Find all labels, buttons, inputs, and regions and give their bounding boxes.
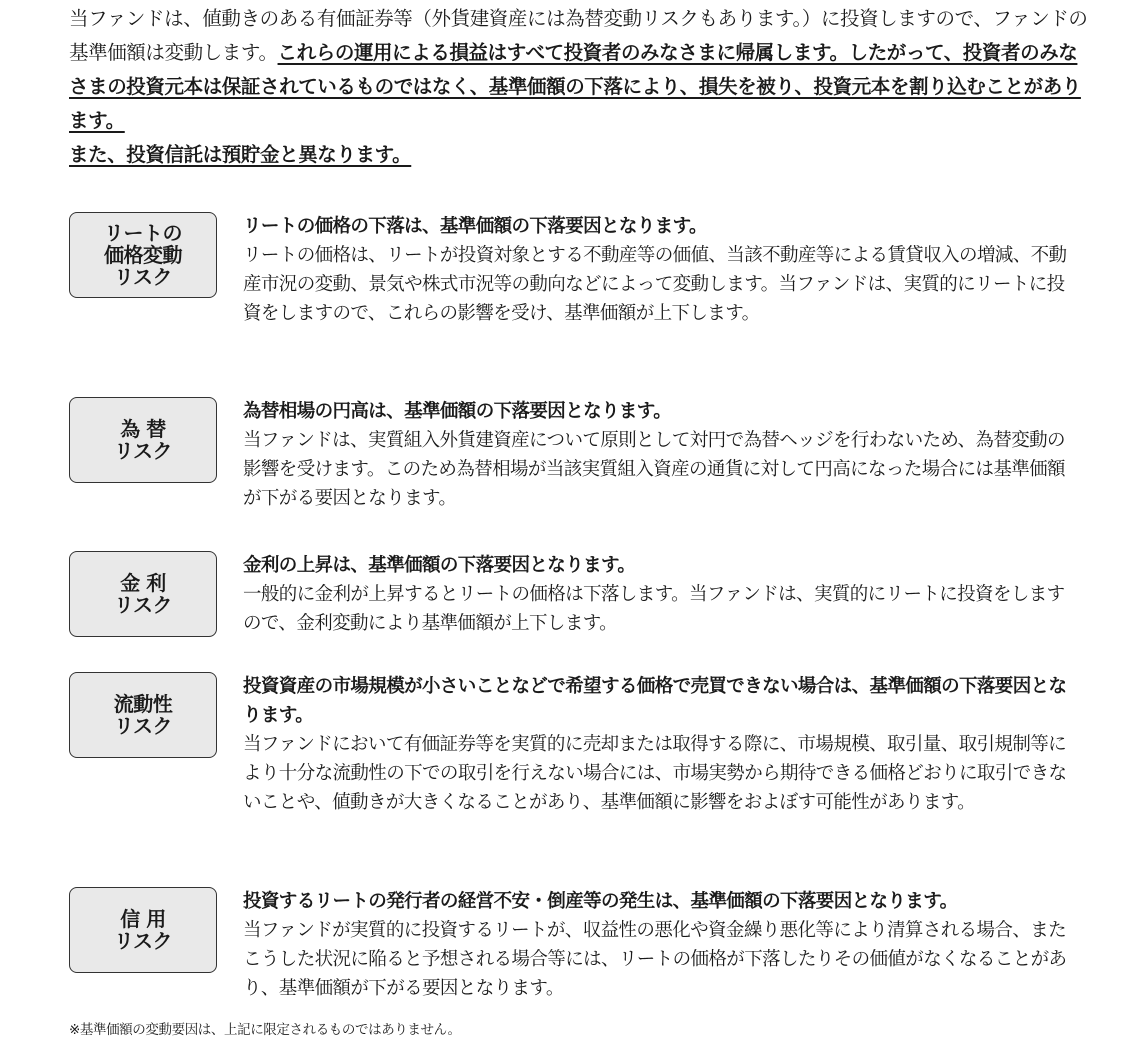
risk-label-box	[69, 397, 217, 483]
risk-headline: 投資するリートの発行者の経営不安・倒産等の発生は、基準価額の下落要因となります。	[243, 891, 958, 912]
risk-headline: 金利の上昇は、基準価額の下落要因となります。	[243, 555, 636, 576]
footnote: ※基準価額の変動要因は、上記に限定されるものではありません。	[69, 1022, 461, 1038]
risk-label-box	[69, 212, 217, 298]
risk-label-box	[69, 887, 217, 973]
risk-label: リートの 価格変動 リスク	[104, 221, 182, 289]
risk-text: リートの価格は、リートが投資対象とする不動産等の価値、当該不動産等による賃貸収入の増減、不動産市況の変動、景気や株式市況等の動向などによって変動します。当ファンドは、実質的にリートに投資をしますので、これらの影響を受け、基準価額が上下します。	[243, 245, 1067, 324]
risk-text: 当ファンドは、実質組入外貨建資産について原則として対円で為替ヘッジを行わないため、為替変動の影響を受けます。このため為替相場が当該実質組入資産の通貨に対して円高になった場合には基準価額が下がる要因となります。	[243, 430, 1065, 509]
risk-description	[243, 212, 1073, 328]
intro-underlined-text: これらの運用による損益はすべて投資者のみなさまに帰属します。したがって、投資者のみなさまの投資元本は保証されているものではなく、基準価額の下落により、損失を被り、投資元本を割り込むことがあります。	[69, 41, 1081, 132]
risk-text: 当ファンドにおいて有価証券等を実質的に売却または取得する際に、市場規模、取引量、取引規制等により十分な流動性の下での取引を行えない場合には、市場実勢から期待できる価格どおりに取引できないことや、値動きが大きくなることがあり、基準価額に影響をおよぼす可能性があります。	[243, 734, 1067, 813]
risk-headline: 為替相場の円高は、基準価額の下落要因となります。	[243, 401, 672, 422]
risk-headline: リートの価格の下落は、基準価額の下落要因となります。	[243, 216, 707, 237]
risk-label: 金 利 リスク	[113, 571, 173, 617]
risk-text: 一般的に金利が上昇するとリートの価格は下落します。当ファンドは、実質的にリートに投資をしますので、金利変動により基準価額が上下します。	[243, 584, 1065, 634]
risk-label: 為 替 リスク	[113, 417, 173, 463]
risk-description	[243, 551, 1073, 638]
risk-description	[243, 887, 1073, 1003]
risk-description	[243, 397, 1073, 513]
risk-label-box	[69, 551, 217, 637]
risk-label-box	[69, 672, 217, 758]
intro-plain-text: 当ファンドは、値動きのある有価証券等（外貨建資産には為替変動リスクもあります。）に投資しますので、ファンドの基準価額は変動します。	[69, 7, 1088, 64]
risk-label: 流動性 リスク	[113, 692, 173, 738]
intro-underlined-text-2: また、投資信託は預貯金と異なります。	[69, 143, 412, 166]
intro-paragraph	[69, 2, 1089, 172]
risk-description	[243, 672, 1073, 817]
risk-label: 信 用 リスク	[113, 907, 173, 953]
risk-text: 当ファンドが実質的に投資するリートが、収益性の悪化や資金繰り悪化等により清算される場合、またこうした状況に陥ると予想される場合等には、リートの価格が下落したりその価値がなくなることがあり、基準価額が下がる要因となります。	[243, 920, 1067, 999]
risk-headline: 投資資産の市場規模が小さいことなどで希望する価格で売買できない場合は、基準価額の下落要因となります。	[243, 676, 1067, 726]
